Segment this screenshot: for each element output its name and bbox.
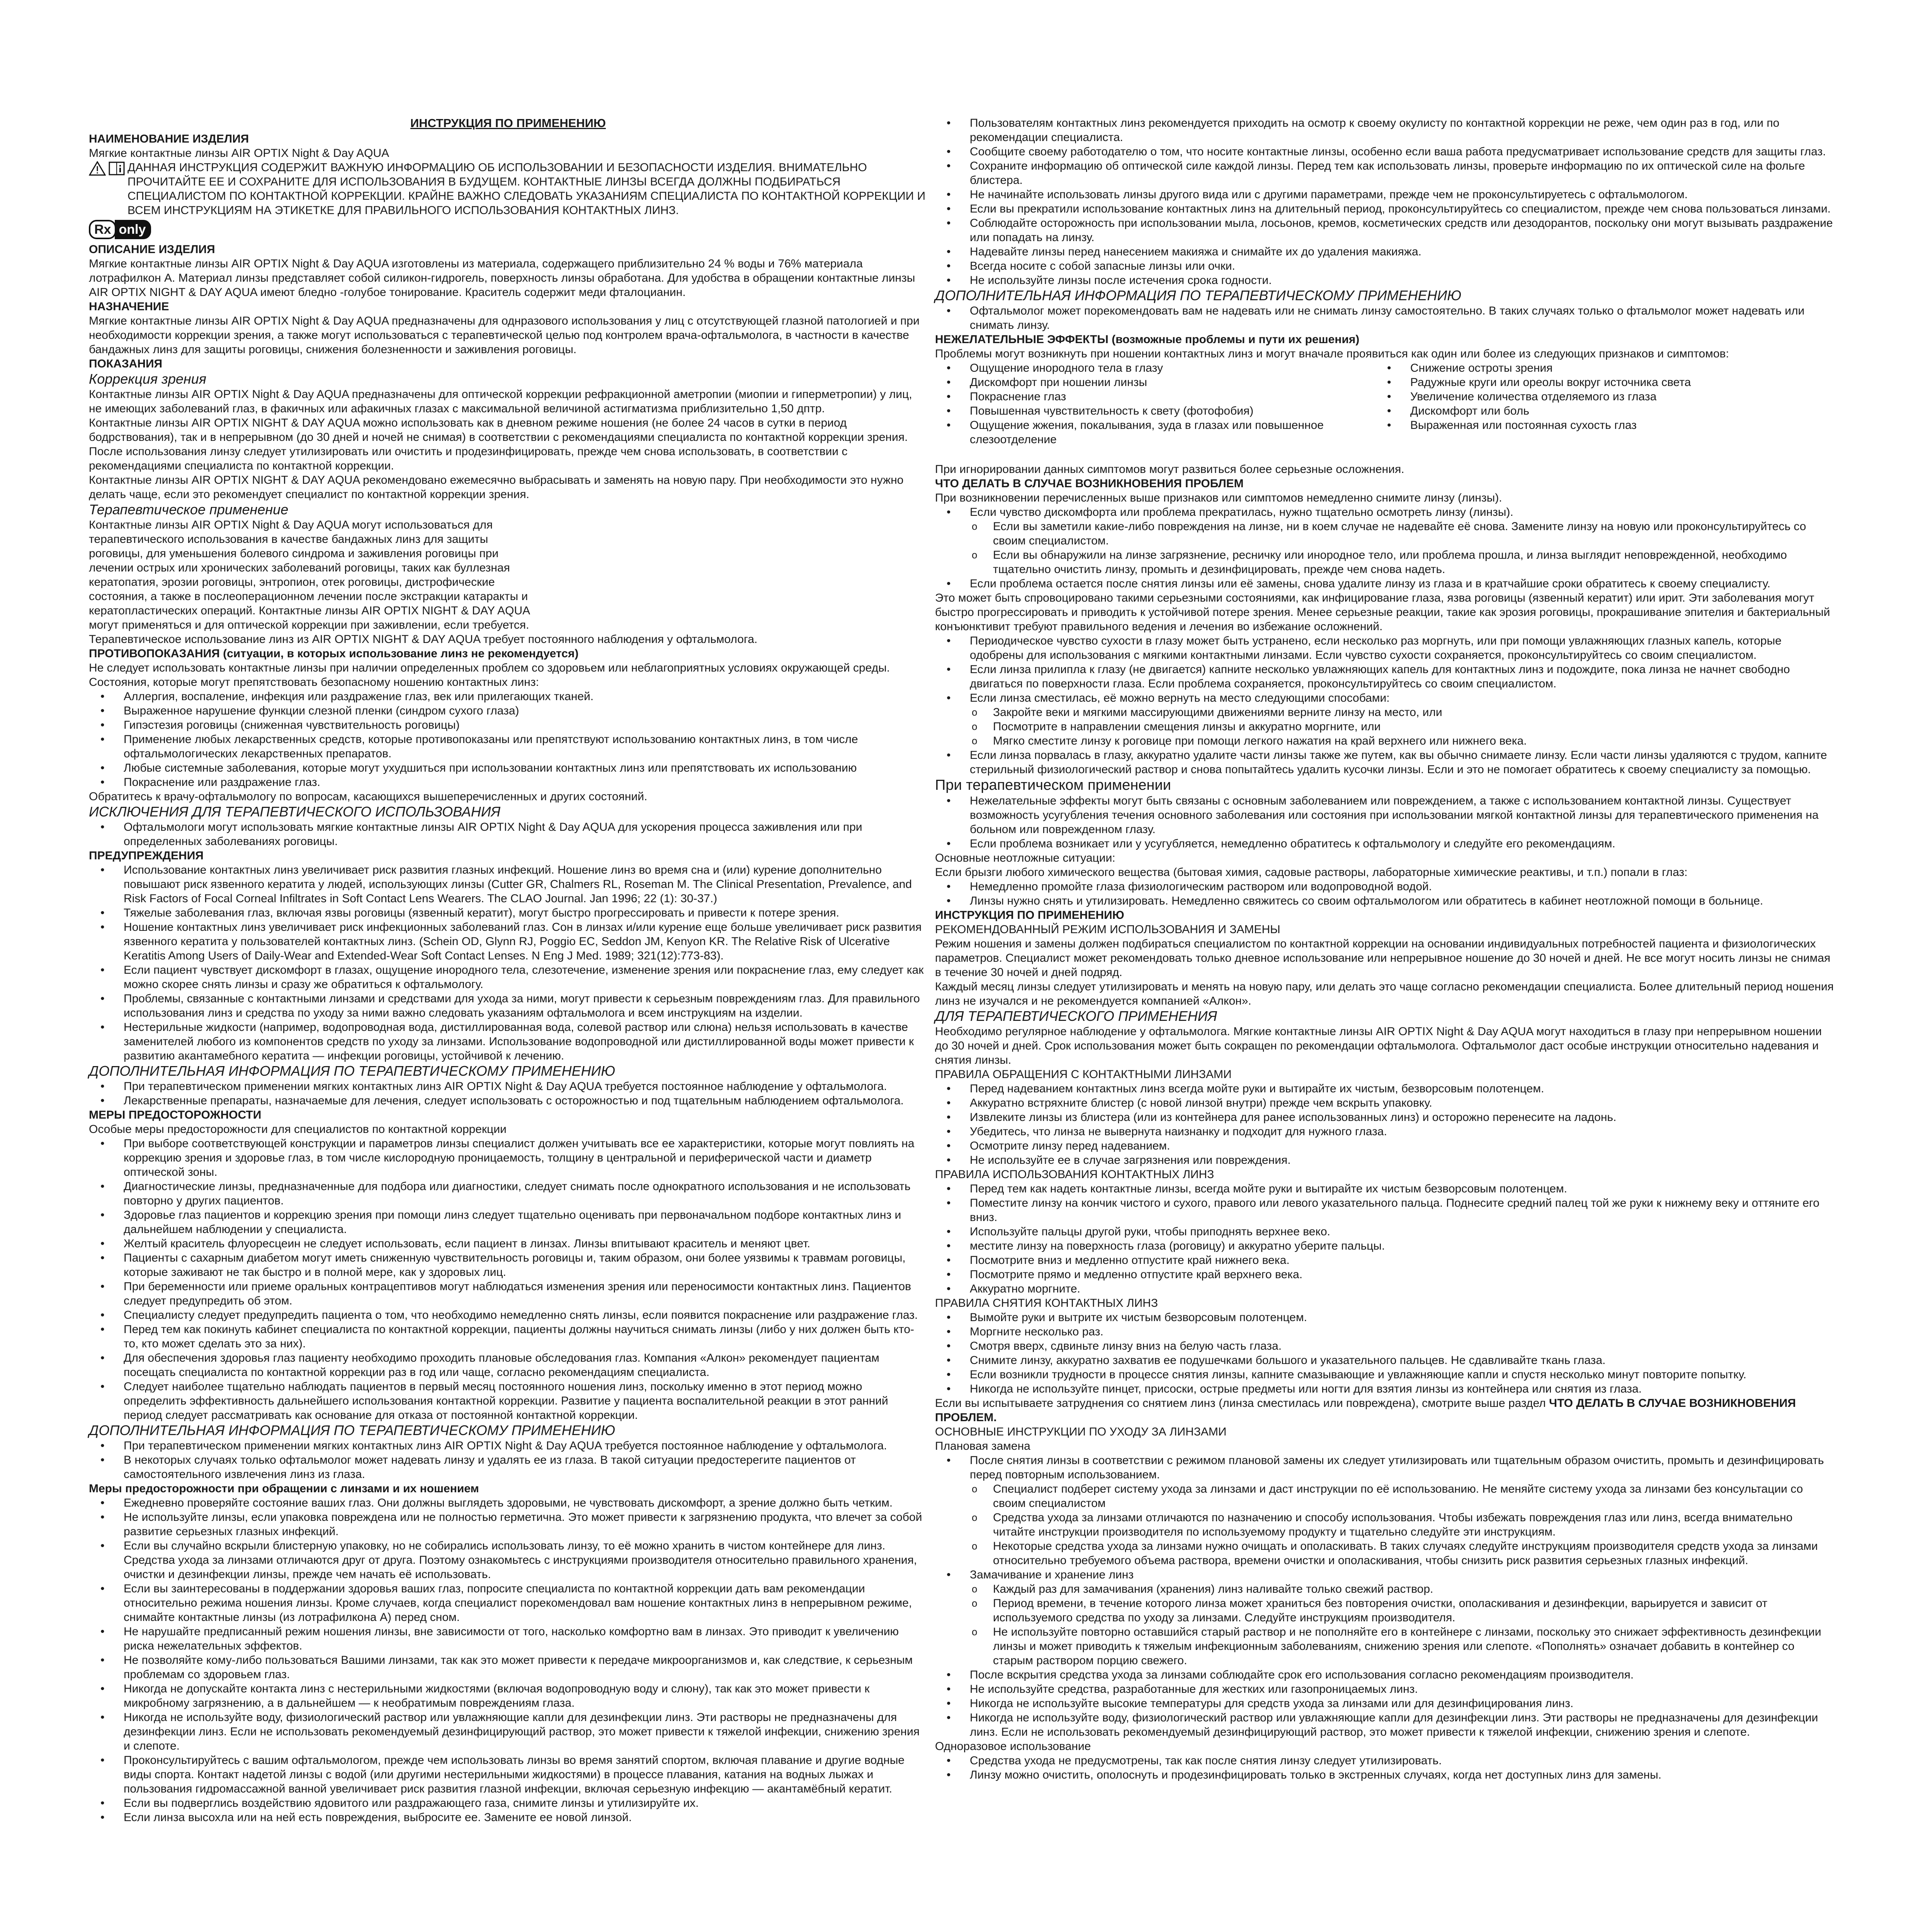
what-to-do-list-1 bbox=[935, 505, 1835, 519]
handling-precautions-heading: Меры предосторожности при обращении с линзами и их ношением bbox=[89, 1482, 479, 1495]
precautions-therapeutic-list bbox=[89, 1439, 927, 1481]
single-use-heading: Одноразовое использование bbox=[935, 1740, 1091, 1753]
rx-only-badge bbox=[89, 220, 151, 239]
list-item: • Покраснение глаз bbox=[970, 389, 1360, 404]
list-item: • Если возникли трудности в процессе снятия линзы, капните смазывающие и увлажняющие капли и спустя несколько минут повторите попытку. bbox=[970, 1367, 1835, 1382]
list-item: o Каждый раз для замачивания (хранения) линз наливайте только свежий раствор. bbox=[993, 1582, 1835, 1596]
list-item: • Смотря вверх, сдвиньте линзу вниз на белую часть глаза. bbox=[970, 1339, 1835, 1353]
list-item: • Здоровье глаз пациентов и коррекцию зрения при помощи линз следует тщательно оценивать при первоначальном подборе контактных линз и дальнейшем наблюдении у специалиста. bbox=[124, 1208, 927, 1236]
usage-heading: ИНСТРУКЦИЯ ПО ПРИМЕНЕНИЮ bbox=[935, 909, 1124, 922]
list-item: o Если вы заметили какие-либо повреждения на линзе, ни в коем случае не надевайте её снова. Замените линзу на новую или проконсультируйтесь со своим специалистом. bbox=[993, 519, 1835, 548]
remove-note-text: Если вы испытываете затруднения со снятием линз (линза сместилась или повреждена), смотрите выше раздел bbox=[935, 1397, 1549, 1410]
list-item: • Диагностические линзы, предназначенные для подбора или диагностики, следует снимать после однократного использования и не использовать повторно у других пациентов. bbox=[124, 1179, 927, 1208]
list-item: • Если линза высохла или на ней есть повреждения, выбросите ее. Замените ее новой линзой. bbox=[124, 1810, 927, 1825]
list-item: • Пациенты с сахарным диабетом могут иметь сниженную чувствительность роговицы и, таким образом, они более уязвимы к травмам роговицы, которые заживают не так быстро и в полной мере, как у здоровых лиц. bbox=[124, 1251, 927, 1279]
warning-block bbox=[89, 160, 927, 218]
only-label: only bbox=[115, 220, 151, 239]
therapeutic-application-heading: При терапевтическом применении bbox=[935, 777, 1171, 793]
list-item: • Перед тем как надеть контактные линзы, всегда мойте руки и вытирайте их чистым безворсовым полотенцем. bbox=[970, 1182, 1835, 1196]
list-item: • Для обеспечения здоровья глаз пациенту необходимо проходить плановые обследования глаз. Компания «Алкон» рекомендует пациентам посещать специалиста по контактной коррекции раз в год или чаще, согласно рекомендациям специалиста. bbox=[124, 1351, 927, 1379]
list-item: o Средства ухода за линзами отличаются по назначению и способу использования. Чтобы избежать повреждения глаз или линз, всегда внимательно читайте инструкции производителя по используемому продукту и тщательно следуйте эти инструкциям. bbox=[993, 1510, 1835, 1539]
list-item: • Ощущение жжения, покалывания, зуда в глазах или повышенное слезоотделение bbox=[970, 418, 1360, 447]
list-item: • Аллергия, воспаление, инфекция или раздражение глаз, век или прилегающих тканей. bbox=[124, 689, 927, 704]
list-item: • Офтальмологи могут использовать мягкие контактные линзы AIR OPTIX Night & Day AQUA для ускорения процесса заживления или при определенных заболеваниях роговицы. bbox=[124, 820, 927, 849]
what-to-do-intro: При возникновении перечисленных выше признаков или симптомов немедленно снимите линзу (линзы). bbox=[935, 492, 1502, 504]
contraindications-list bbox=[89, 689, 927, 789]
remove-note-link-text: ЧТО ДЕЛАТЬ В СЛУЧАЕ ВОЗНИКНОВЕНИЯ ПРОБЛЕМ. bbox=[935, 1397, 1796, 1424]
list-item: • Если чувство дискомфорта или проблема прекратилась, нужно тщательно осмотреть линзу (линзы). bbox=[970, 505, 1835, 519]
list-item: • Периодическое чувство сухости в глазу может быть устранено, если несколько раз моргнуть, или при помощи увлажняющих глазных капель, которые одобрены для использования с мягкими контактными линзами. Если чувство сухости сохраняется, проконсультируйтесь со своим специалистом. bbox=[970, 634, 1835, 662]
what-to-do-heading: ЧТО ДЕЛАТЬ В СЛУЧАЕ ВОЗНИКНОВЕНИЯ ПРОБЛЕМ bbox=[935, 477, 1244, 490]
warnings-list bbox=[89, 863, 927, 1063]
list-item: • Снижение остроты зрения bbox=[1410, 361, 1800, 375]
list-item: • Следует наиболее тщательно наблюдать пациентов в первый месяц постоянного ношения линз, поскольку именно в этот период можно определить эффективность дальнейшего использования контактной коррекции. Развитие у пациента воспалительной реакции в этот ранний период следует рассматривать как основание для отказа от постоянной контактной коррекции. bbox=[124, 1379, 927, 1422]
list-item: o Специалист подберет систему ухода за линзами и даст инструкции по её использованию. Не меняйте систему ухода за линзами без консультации со своим специалистом bbox=[993, 1482, 1835, 1510]
list-item: • Специалисту следует предупредить пациента о том, что необходимо немедленно снять линзы, если появится покраснение или раздражение глаз. bbox=[124, 1308, 927, 1322]
list-item: • Желтый краситель флуоресцеин не следует использовать, если пациент в линзах. Линзы впитывают краситель и меняют цвет. bbox=[124, 1236, 927, 1251]
list-item: • После снятия линзы в соответствии с режимом плановой замены их следует утилизировать или тщательным образом очистить, промыть и дезинфицировать перед повторным использованием. bbox=[970, 1453, 1835, 1482]
list-item: o Не используйте повторно оставшийся старый раствор и не пополняйте его в контейнере с линзами, поскольку это снижает эффективность дезинфекции линзы и может приводить к тяжелым инфекционным заболеваниям, снижению зрения или слепоте. «Пополнять» означает добавить в контейнер со старым раствором порцию свежего. bbox=[993, 1625, 1835, 1668]
list-item: • Средства ухода не предусмотрены, так как после снятия линзу следует утилизировать. bbox=[970, 1753, 1835, 1768]
handling-rules-list bbox=[935, 1082, 1835, 1167]
handling-rules-heading: ПРАВИЛА ОБРАЩЕНИЯ С КОНТАКТНЫМИ ЛИНЗАМИ bbox=[935, 1068, 1232, 1081]
therapeutic-exceptions-list bbox=[89, 820, 927, 849]
list-item: • Если линза сместилась, её можно вернуть на место следующими способами: bbox=[970, 691, 1835, 705]
emergency-heading: Основные неотложные ситуации: bbox=[935, 852, 1115, 864]
list-item: o Некоторые средства ухода за линзами нужно очищать и ополаскивать. В таких случаях следуйте инструкциям производителя средств ухода за линзами относительно требуемого объема раствора, времени очистки и ополаскивания, чтобы снизить риск развития серьезных глазных инфекций. bbox=[993, 1539, 1835, 1568]
usage-mode-paragraph: Каждый месяц линзы следует утилизировать и менять на новую пару, или делать это чаще согласно рекомендации специалиста. Более длительный период ношения линз не изучался и не рекомендуется компанией «Алкон». bbox=[935, 980, 1834, 1007]
description-text: Мягкие контактные линзы AIR OPTIX Night & Day AQUA изготовлены из материала, содержащего приблизительно 24 % воды и 76% материала лотрафилкон А. Материал линзы представляет собой силикон-гидрогель, поверхность линзы обработана. Для удобства в обращении контактные линзы AIR OPTIX NIGHT & DAY AQUA имеют бледно -голубое тонирование. Краситель содержит меди фталоцианин. bbox=[89, 257, 915, 299]
list-item: • Тяжелые заболевания глаз, включая язвы роговицы (язвенный кератит), могут быстро прогрессировать и привести к потере зрения. bbox=[124, 906, 927, 920]
planned-sublist bbox=[935, 1482, 1835, 1568]
list-item: • Выраженное нарушение функции слезной пленки (синдром сухого глаза) bbox=[124, 704, 927, 718]
list-item: • Никогда не используйте воду, физиологический раствор или увлажняющие капли для дезинфекции линз. Эти растворы не предназначены для дезинфекции линз. Если не использовать рекомендуемый дезинфицирующий раствор, это может привести к тяжелой инфекции, снижению зрения и слепоте. bbox=[124, 1710, 927, 1753]
list-item: • Перед тем как покинуть кабинет специалиста по контактной коррекции, пациенты должны научиться снимать линзы (либо у них должен быть кто-то, кто может сделать это за них). bbox=[124, 1322, 927, 1351]
list-item: • Если линза порвалась в глазу, аккуратно удалите части линзы также же путем, как вы обычно снимаете линзу. Если части линзы удаляются с трудом, капните стерильный физиологический раствор и снова попытайтесь удалить кусочки линзы. Если и это не помогает обратитесь к своему специалисту за помощью. bbox=[970, 748, 1835, 777]
list-item: • Используйте пальцы другой руки, чтобы приподнять верхнее веко. bbox=[970, 1225, 1835, 1239]
warning-text: ДАННАЯ ИНСТРУКЦИЯ СОДЕРЖИТ ВАЖНУЮ ИНФОРМАЦИЮ ОБ ИСПОЛЬЗОВАНИИ И БЕЗОПАСНОСТИ ИЗДЕЛИЯ. ВНИМАТЕЛЬНО ПРОЧИТАЙТЕ ЕЕ И СОХРАНИТЕ ДЛЯ ИСПОЛЬЗОВАНИЯ В БУДУЩЕМ. КОНТАКТНЫЕ ЛИНЗЫ ВСЕГДА ДОЛЖНЫ ПОДБИРАТЬСЯ СПЕЦИАЛИСТОМ ПО КОНТАКТНОЙ КОРРЕКЦИИ. КРАЙНЕ ВАЖНО СЛЕДОВАТЬ УКАЗАНИЯМ СПЕЦИАЛИСТА ПО КОНТАКТНОЙ КОРРЕКЦИИ И ВСЕМ ИНСТРУКЦИЯМ НА ЭТИКЕТКЕ ДЛЯ ПРАВИЛЬНОГО ИСПОЛЬЗОВАНИЯ КОНТАКТНЫХ ЛИНЗ. bbox=[128, 161, 926, 217]
contraindications-heading: ПРОТИВОПОКАЗАНИЯ (ситуации, в которых использование линз не рекомендуется) bbox=[89, 647, 579, 660]
symptoms-list-left bbox=[935, 361, 1360, 447]
right-column bbox=[935, 116, 1835, 1782]
list-item: • Надевайте линзы перед нанесением макияжа и снимайте их до удаления макияжа. bbox=[970, 245, 1835, 259]
emergency-intro: Если брызги любого химического вещества (бытовая химия, садовые растворы, лабораторные химические реактивы, и т.п.) попали в глаз: bbox=[935, 866, 1688, 879]
list-item: • Ощущение инородного тела в глазу bbox=[970, 361, 1360, 375]
purpose-text: Мягкие контактные линзы AIR OPTIX Night & Day AQUA предназначены для однразового использования у лиц с отсутствующей глазной патологией и при необходимости коррекции зрения, а также могут использоваться с терапевтической целью под контролем врача-офтальмолога, в частности в качестве бандажных линз для защиты роговицы, снижения болезненности и заживления роговицы. bbox=[89, 315, 920, 356]
list-item: • Поместите линзу на кончик чистого и сухого, правого или левого указательного пальца. Поднесите средний палец той же руки к нижнему веку и оттяните его вниз. bbox=[970, 1196, 1835, 1225]
list-item: • Если линза прилипла к глазу (не двигается) капните несколько увлажняющих капель для контактных линз и подождите, пока линза не начнет свободно двигаться по поверхности глаза. Если проблема сохраняется, проконсультируйтесь со своим специалистом. bbox=[970, 662, 1835, 691]
indication-paragraph: Контактные линзы AIR OPTIX NIGHT & DAY AQUA можно использовать как в дневном режиме ношения (не более 24 часов в сутки в период бодрствования), так и в непрерывном (до 30 дней и ночей не снимая) в соответствии с рекомендациями специалиста по контактной коррекции зрения. После использования линзу следует утилизировать или очистить и продезинфицировать, прежде чем снова использовать, в соответствии с рекомендациями специалиста по контактной коррекции. bbox=[89, 417, 908, 472]
list-item: • При выборе соответствующей конструкции и параметров линзы специалист должен учитывать все ее характеристики, которые могут повлиять на коррекцию зрения и здоровье глаз, в том числе кислородную проницаемость, толщину в центральной и периферической части и диаметр оптической зоны. bbox=[124, 1136, 927, 1179]
precautions-therapeutic-heading: ДОПОЛНИТЕЛЬНАЯ ИНФОРМАЦИЯ ПО ТЕРАПЕВТИЧЕСКОМУ ПРИМЕНЕНИЮ bbox=[89, 1422, 615, 1438]
warnings-heading: ПРЕДУПРЕЖДЕНИЯ bbox=[89, 849, 204, 862]
list-item: • Соблюдайте осторожность при использовании мыла, лосьонов, кремов, косметических средств или дезодорантов, поскольку они могут вызывать раздражение или попадать на линзу. bbox=[970, 216, 1835, 245]
rx-label: Rx bbox=[89, 220, 116, 239]
list-item: • Убедитесь, что линза не вывернута наизнанку и подходит для нужного глаза. bbox=[970, 1124, 1835, 1139]
handling-precautions-list bbox=[89, 1496, 927, 1825]
therapeutic-use-heading: Терапевтическое применение bbox=[89, 502, 289, 517]
planned-list bbox=[935, 1453, 1835, 1482]
list-item: o Если вы обнаружили на линзе загрязнение, ресничку или инородное тело, или проблема прошла, и линза выглядит неповрежденной, необходимо тщательно очистить линзу, промыть и дезинфицировать, прежде чем снова надеть. bbox=[993, 548, 1835, 577]
description-heading: ОПИСАНИЕ ИЗДЕЛИЯ bbox=[89, 243, 215, 256]
list-item: • Лекарственные препараты, назначаемые для лечения, следует использовать с осторожностью и под тщательным наблюдением офтальмолога. bbox=[124, 1094, 927, 1108]
list-item: • Если вы прекратили использование контактных линз на длительный период, проконсультируйтесь со специалистом, прежде чем снова пользоваться линзами. bbox=[970, 202, 1835, 216]
list-item: • Не используйте линзы, если упаковка повреждена или не полностью герметична. Это может привести к загрязнению продукта, что влечет за собой развитие серьезных глазных инфекций. bbox=[124, 1510, 927, 1539]
indication-paragraph: Контактные линзы AIR OPTIX Night & Day AQUA предназначены для оптической коррекции рефракционной аметропии (миопии и гиперметропии) у лиц, не имеющих заболеваний глаз, в факичных или афакичных глазах с максимальной величиной астигматизма приблизительно 1,50 дптр. bbox=[89, 388, 912, 415]
list-item: • Использование контактных линз увеличивает риск развития глазных инфекций. Ношение линз во время сна и (или) курение дополнительно повышают риск язвенного кератита у людей, использующих линзы (Cutter GR, Chalmers RL, Roseman M. The Clinical Presentation, Prevalence, and Risk Factors of Focal Corneal Infiltrates in Soft Contact Lens Wearers. The CLAO Journal. Jan 1996; 22 (1): 30-37.) bbox=[124, 863, 927, 906]
warnings-therapeutic-list bbox=[89, 1079, 927, 1108]
list-item: • Увеличение количества отделяемого из глаза bbox=[1410, 389, 1800, 404]
what-to-do-serious: Это может быть спровоцировано такими серьезными состояниями, как инфицирование глаза, язва роговицы (язвенный кератит) или ирит. Эти заболевания могут быстро прогрессировать и приводить к устойчивой потере зрения. Менее серьезные реакции, такие как эрозия роговицы, прокрашивание эпителия и бактериальный конъюнктивит требуют правильного ведения и лечения во избежание осложнений. bbox=[935, 592, 1830, 633]
usage-therapeutic-heading: ДЛЯ ТЕРАПЕВТИЧЕСКОГО ПРИМЕНЕНИЯ bbox=[935, 1008, 1217, 1024]
list-item: • Аккуратно моргните. bbox=[970, 1282, 1835, 1296]
precautions-list bbox=[89, 1136, 927, 1422]
list-item: • Никогда не используйте воду, физиологический раствор или увлажняющие капли для дезинфекции линз. Эти растворы не предназначены для дезинфекции линз. Если не использовать рекомендуемый дезинфицирующий раствор, это может привести к тяжелой инфекции, снижению зрения и слепоте. bbox=[970, 1711, 1835, 1739]
list-item: • Выраженная или постоянная сухость глаз bbox=[1410, 418, 1800, 432]
list-item: • Не используйте ее в случае загрязнения или повреждения. bbox=[970, 1153, 1835, 1167]
what-to-do-sublist-1 bbox=[935, 519, 1835, 577]
precautions-intro: Особые меры предосторожности для специалистов по контактной коррекции bbox=[89, 1123, 507, 1136]
list-item: • Применение любых лекарственных средств, которые противопоказаны или препятствуют использованию контактных линз, в том числе офтальмологических лекарственных препаратов. bbox=[124, 732, 927, 761]
emergency-list bbox=[935, 879, 1835, 908]
symptoms-grid bbox=[935, 361, 1835, 447]
purpose-heading: НАЗНАЧЕНИЕ bbox=[89, 300, 169, 313]
indication-paragraph: Терапевтическое использование линз из AIR OPTIX NIGHT & DAY AQUA требует постоянного наблюдения у офтальмолога. bbox=[89, 633, 758, 646]
usage-mode-heading: РЕКОМЕНДОВАННЫЙ РЕЖИМ ИСПОЛЬЗОВАНИЯ И ЗАМЕНЫ bbox=[935, 923, 1280, 936]
list-item: • Повышенная чувствительность к свету (фотофобия) bbox=[970, 404, 1360, 418]
storage-sublist bbox=[935, 1582, 1835, 1668]
therapeutic-application-list bbox=[935, 794, 1835, 851]
list-item: • Радужные круги или ореолы вокруг источника света bbox=[1410, 375, 1800, 389]
insert-rules-list bbox=[935, 1182, 1835, 1296]
warnings-therapeutic-heading: ДОПОЛНИТЕЛЬНАЯ ИНФОРМАЦИЯ ПО ТЕРАПЕВТИЧЕСКОМУ ПРИМЕНЕНИЮ bbox=[89, 1063, 615, 1079]
tips-list bbox=[935, 116, 1835, 287]
list-item: • Покраснение или раздражение глаз. bbox=[124, 775, 927, 789]
what-to-do-list-2 bbox=[935, 577, 1835, 591]
indication-paragraph: Контактные линзы AIR OPTIX Night & Day AQUA могут использоваться для терапевтического использования в качестве бандажных линз для защиты роговицы, для уменьшения болевого синдрома и заживления роговицы при лечении острых или хронических заболеваний роговицы, таких как буллезная кератопатия, эрозии роговицы, энтропион, отек роговицы, дистрофические состояния, а также в послеоперационном лечении после экстракции катаракты и кератопластических операций. Контактные линзы AIR OPTIX NIGHT & DAY AQUA могут применяться и для оптической коррекции при заживлении, если требуется. bbox=[89, 519, 530, 631]
list-item: o Закройте веки и мягкими массирующими движениями верните линзу на место, или bbox=[993, 705, 1835, 719]
planned-replacement-heading: Плановая замена bbox=[935, 1440, 1030, 1452]
list-item: • Посмотрите вниз и медленно отпустите край нижнего века. bbox=[970, 1253, 1835, 1267]
list-item: • Снимите линзу, аккуратно захватив ее подушечками большого и указательного пальцев. Не сдавливайте ткань глаза. bbox=[970, 1353, 1835, 1367]
storage-list bbox=[935, 1568, 1835, 1582]
list-item: • Проблемы, связанные с контактными линзами и средствами для ухода за ними, могут привести к серьезным повреждениям глаз. Для правильного использования линз и средства по уходу за ними важно следовать указаниям офтальмолога и всем инструкциям на изделии. bbox=[124, 992, 927, 1020]
list-item: • Линзу можно очистить, ополоснуть и продезинфицировать только в экстренных случаях, когда нет доступных линз для замены. bbox=[970, 1768, 1835, 1782]
list-item: • Нестерильные жидкости (например, водопроводная вода, дистиллированная вода, солевой раствор или слюна) нельзя использовать в качестве заменителей любого из компонентов средств по уходу за линзами. Использование водопроводной или дистиллированной воды может привести к развитию акантамебного кератита — инфекции роговицы, устойчивой к лечению. bbox=[124, 1020, 927, 1063]
list-item: • Не начинайте использовать линзы другого вида или с другими параметрами, прежде чем не проконсультируетесь с офтальмологом. bbox=[970, 187, 1835, 202]
precautions-heading: МЕРЫ ПРЕДОСТОРОЖНОСТИ bbox=[89, 1109, 262, 1121]
list-item: • Перед надеванием контактных линз всегда мойте руки и вытирайте их чистым, безворсовым полотенцем. bbox=[970, 1082, 1835, 1096]
list-item: • Не нарушайте предписанный режим ношения линзы, вне зависимости от того, насколько комфортно вам в линзах. Это приводит к увеличению риска нежелательных эффектов. bbox=[124, 1624, 927, 1653]
care-more-list bbox=[935, 1668, 1835, 1739]
document-title: ИНСТРУКЦИЯ ПО ПРИМЕНЕНИЮ bbox=[410, 116, 606, 130]
list-item: • Посмотрите прямо и медленно отпустите край верхнего века. bbox=[970, 1267, 1835, 1282]
list-item: • Извлеките линзы из блистера (или из контейнера для ранее использованных линз) и осторожно перенесите на ладонь. bbox=[970, 1110, 1835, 1124]
list-item: • Никогда не используйте пинцет, присоски, острые предметы или ногти для взятия линзы из контейнера или снятия из глаза. bbox=[970, 1382, 1835, 1396]
list-item: • Пользователям контактных линз рекомендуется приходить на осмотр к своему окулисту по контактной коррекции не реже, чем один раз в год, или по рекомендации специалиста. bbox=[970, 116, 1835, 145]
symptoms-list-right bbox=[1375, 361, 1800, 447]
list-item: • Если вы заинтересованы в поддержании здоровья ваших глаз, попросите специалиста по контактной коррекции дать вам рекомендации относительно режима ношения линзы. Кроме случаев, когда специалист порекомендовал вам ношение контактных линз в непрерывном режиме, снимайте контактные линзы (из лотрафилкона А) перед сном. bbox=[124, 1582, 927, 1624]
list-item: • Всегда носите с собой запасные линзы или очки. bbox=[970, 259, 1835, 273]
what-to-do-list-3 bbox=[935, 634, 1835, 705]
list-item: • Нежелательные эффекты могут быть связаны с основным заболеванием или повреждением, а также с использованием контактной линзы. Существует возможность усугубления течения основного заболевания или состояния при использовании мягкой контактной линзы для терапевтического применения на больном или поврежденном глазу. bbox=[970, 794, 1835, 837]
contraindications-note: Обратитесь к врачу-офтальмологу по вопросам, касающихся вышеперечисленных и других состояний. bbox=[89, 790, 648, 803]
list-item: • Не позволяйте кому-либо пользоваться Вашими линзами, так как это может привести к передаче микроорганизмов и, как следствие, к серьезным проблемам со здоровьем глаз. bbox=[124, 1653, 927, 1682]
list-item: • Офтальмолог может порекомендовать вам не надевать или не снимать линзу самостоятельно. В таких случаях только о фтальмолог может надевать или снимать линзу. bbox=[970, 304, 1835, 332]
vision-correction-heading: Коррекция зрения bbox=[89, 371, 206, 387]
list-item: • Никогда не используйте высокие температуры для средств ухода за линзами или для дезинфицирования линз. bbox=[970, 1696, 1835, 1711]
list-item: • Вымойте руки и вытрите их чистым безворсовым полотенцем. bbox=[970, 1310, 1835, 1325]
list-item: • Дискомфорт или боль bbox=[1410, 404, 1800, 418]
list-item: • Сохраните информацию об оптической силе каждой линзы. Перед тем как использовать линзы, проверьте информацию по их оптической силе на фольге блистера. bbox=[970, 159, 1835, 187]
list-item: • Если проблема возникает или у усугубляется, немедленно обратитесь к офтальмологу и следуйте его рекомендациям. bbox=[970, 837, 1835, 851]
list-item: • Линзы нужно снять и утилизировать. Немедленно свяжитесь со своим офтальмологом или обратитесь в кабинет неотложной помощи в больнице. bbox=[970, 894, 1835, 908]
product-name: Мягкие контактные линзы AIR OPTIX Night & Day AQUA bbox=[89, 147, 389, 160]
list-item: • Проконсультируйтесь с вашим офтальмологом, прежде чем использовать линзы во время занятий спортом, включая плавание и другие водные виды спорта. Контакт надетой линзы с водой (или другими нестерильными жидкостями) в процессе плавания, катания на водных лыжах и пользования гидромассажной ванной увеличивает риск развития глазной инфекции, включая серьезную инфекцию — акантамёбный кератит. bbox=[124, 1753, 927, 1796]
list-item: • Немедленно промойте глаза физиологическим раствором или водопроводной водой. bbox=[970, 879, 1835, 894]
list-item: • Аккуратно встряхните блистер (с новой линзой внутри) прежде чем вскрыть упаковку. bbox=[970, 1096, 1835, 1110]
list-item: • В некоторых случаях только офтальмолог может надевать линзу и удалять ее из глаза. В такой ситуации предостерегите пациентов от самостоятельного извлечения линз из глаза. bbox=[124, 1453, 927, 1481]
adverse-effects-heading: НЕЖЕЛАТЕЛЬНЫЕ ЭФФЕКТЫ (возможные проблемы и пути их решения) bbox=[935, 333, 1360, 346]
contraindications-intro: Не следует использовать контактные линзы при наличии определенных проблем со здоровьем или неблагоприятных условиях окружающей среды. Состояния, которые могут препятствовать безопасному ношению контактных линз: bbox=[89, 662, 890, 689]
list-item: • Ежедневно проверяйте состояние ваших глаз. Они должны выглядеть здоровыми, не чувствовать дискомфорт, а зрение должно быть четким. bbox=[124, 1496, 927, 1510]
list-item: • местите линзу на поверхность глаза (роговицу) и аккуратно уберите пальцы. bbox=[970, 1239, 1835, 1253]
list-item: o Посмотрите в направлении смещения линзы и аккуратно моргните, или bbox=[993, 719, 1835, 734]
list-item: • Дискомфорт при ношении линзы bbox=[970, 375, 1360, 389]
indication-paragraph: Контактные линзы AIR OPTIX NIGHT & DAY AQUA рекомендовано ежемесячно выбрасывать и заменять на новую пару. При необходимости это нужно делать чаще, если это рекомендует специалист по контактной коррекции зрения. bbox=[89, 474, 904, 501]
list-item: • Любые системные заболевания, которые могут ухудшиться при использовании контактных линз или препятствовать их использованию bbox=[124, 761, 927, 775]
list-item: • Осмотрите линзу перед надеванием. bbox=[970, 1139, 1835, 1153]
list-item: • Не используйте линзы после истечения срока годности. bbox=[970, 273, 1835, 287]
right-therapeutic-heading: ДОПОЛНИТЕЛЬНАЯ ИНФОРМАЦИЯ ПО ТЕРАПЕВТИЧЕСКОМУ ПРИМЕНЕНИЮ bbox=[935, 287, 1462, 303]
list-item: • Замачивание и хранение линз bbox=[970, 1568, 1835, 1582]
list-item: • Сообщите своему работодателю о том, что носите контактные линзы, особенно если ваша работа предусматривает использование средств для защиты глаз. bbox=[970, 145, 1835, 159]
list-item: • Моргните несколько раз. bbox=[970, 1325, 1835, 1339]
list-item: • При терапевтическом применении мягких контактных линз AIR OPTIX Night & Day AQUA требуется постоянное наблюдение у офтальмолога. bbox=[124, 1439, 927, 1453]
usage-mode-paragraph: Режим ношения и замены должен подбираться специалистом по контактной коррекции на основании индивидуальных потребностей пациента и физиологических параметров. Специалист может рекомендовать только дневное использование или непрерывное ношение до 30 ночей и дней. Не все могут носить линзы не снимая в течение 30 ночей и дней подряд. bbox=[935, 937, 1831, 979]
remove-note bbox=[935, 1396, 1835, 1425]
what-to-do-list-4 bbox=[935, 748, 1835, 777]
list-item: o Мягко сместите линзу к роговице при помощи легкого нажатия на край верхнего или нижнего века. bbox=[993, 734, 1835, 748]
indications-heading: ПОКАЗАНИЯ bbox=[89, 357, 163, 370]
list-item: • Если проблема остается после снятия линзы или её замены, снова удалите линзу из глаза и в кратчайшие сроки обратитесь к своему специалисту. bbox=[970, 577, 1835, 591]
list-item: • Гипэстезия роговицы (сниженная чувствительность роговицы) bbox=[124, 718, 927, 732]
list-item: • После вскрытия средства ухода за линзами соблюдайте срок его использования согласно рекомендациям производителя. bbox=[970, 1668, 1835, 1682]
warning-triangle-icon bbox=[89, 161, 106, 176]
list-item: • При беременности или приеме оральных контрацептивов могут наблюдаться изменения зрения или переносимости контактных линз. Пациентов следует предупредить об этом. bbox=[124, 1279, 927, 1308]
list-item: • Если вы случайно вскрыли блистерную упаковку, но не собирались использовать линзу, то её можно хранить в чистом контейнере для линз. Средства ухода за линзами отличаются друг от друга. Поэтому ознакомьтесь с инструкциями производителя относительно правильного хранения, очистки и дезинфекции линзы, прежде чем начать её использовать. bbox=[124, 1539, 927, 1582]
product-heading: НАИМЕНОВАНИЕ ИЗДЕЛИЯ bbox=[89, 133, 249, 145]
list-item: • При терапевтическом применении мягких контактных линз AIR OPTIX Night & Day AQUA требуется постоянное наблюдение у офтальмолога. bbox=[124, 1079, 927, 1094]
list-item: • Если вы подверглись воздействию ядовитого или раздражающего газа, снимите линзы и утилизируйте их. bbox=[124, 1796, 927, 1810]
insert-rules-heading: ПРАВИЛА ИСПОЛЬЗОВАНИЯ КОНТАКТНЫХ ЛИНЗ bbox=[935, 1168, 1214, 1181]
consult-instructions-icon bbox=[108, 161, 125, 176]
list-item: o Период времени, в течение которого линза может храниться без повторения очистки, ополаскивания и дезинфекции, варьируется и зависит от используемого средства по уходу за линзами. Следуйте инструкциям производителя. bbox=[993, 1596, 1835, 1625]
left-column bbox=[89, 116, 927, 1825]
adverse-after: При игнорировании данных симптомов могут развиться более серьезные осложнения. bbox=[935, 463, 1404, 476]
right-therapeutic-list bbox=[935, 304, 1835, 332]
list-item: • Никогда не допускайте контакта линз с нестерильными жидкостями (включая водопроводную воду и слюну), так как это может привести к микробному загрязнению, а в дальнейшем — к необратимым повреждениям глаза. bbox=[124, 1682, 927, 1710]
remove-rules-heading: ПРАВИЛА СНЯТИЯ КОНТАКТНЫХ ЛИНЗ bbox=[935, 1297, 1158, 1310]
list-item: • Ношение контактных линз увеличивает риск инфекционных заболеваний глаз. Сон в линзах и/или курение еще больше увеличивает риск развития язвенного кератита у пользователей контактных линз. (Schein OD, Glynn RJ, Poggio EC, Seddon JM, Kenyon KR. The Relative Risk of Ulcerative Keratitis Among Users of Daily-Wear and Extended-Wear Soft Contact Lenses. N Eng J Med. 1989; 321(12):773-83). bbox=[124, 920, 927, 963]
usage-therapeutic-text: Необходимо регулярное наблюдение у офтальмолога. Мягкие контактные линзы AIR OPTIX Night & Day AQUA могут находиться в глазу при непрерывном ношении до 30 ночей и дней. Срок использования может быть сокращен по рекомендации офтальмолога. Офтальмолог даст особые инструкции относительно надевания и снятия линзы. bbox=[935, 1025, 1822, 1066]
remove-rules-list bbox=[935, 1310, 1835, 1396]
therapeutic-exceptions-heading: ИСКЛЮЧЕНИЯ ДЛЯ ТЕРАПЕВТИЧЕСКОГО ИСПОЛЬЗОВАНИЯ bbox=[89, 804, 501, 820]
lens-moved-sublist bbox=[935, 705, 1835, 748]
list-item: • Если пациент чувствует дискомфорт в глазах, ощущение инородного тела, слезотечение, изменение зрения или покраснение глаз, ему следует как можно скорее снять линзы и сразу же обратиться к офтальмологу. bbox=[124, 963, 927, 992]
single-use-list bbox=[935, 1753, 1835, 1782]
adverse-intro: Проблемы могут возникнуть при ношении контактных линз и могут вначале проявиться как один или более из следующих признаков и симптомов: bbox=[935, 347, 1729, 360]
care-heading: ОСНОВНЫЕ ИНСТРУКЦИИ ПО УХОДУ ЗА ЛИНЗАМИ bbox=[935, 1425, 1227, 1438]
list-item: • Не используйте средства, разработанные для жестких или газопроницаемых линз. bbox=[970, 1682, 1835, 1696]
